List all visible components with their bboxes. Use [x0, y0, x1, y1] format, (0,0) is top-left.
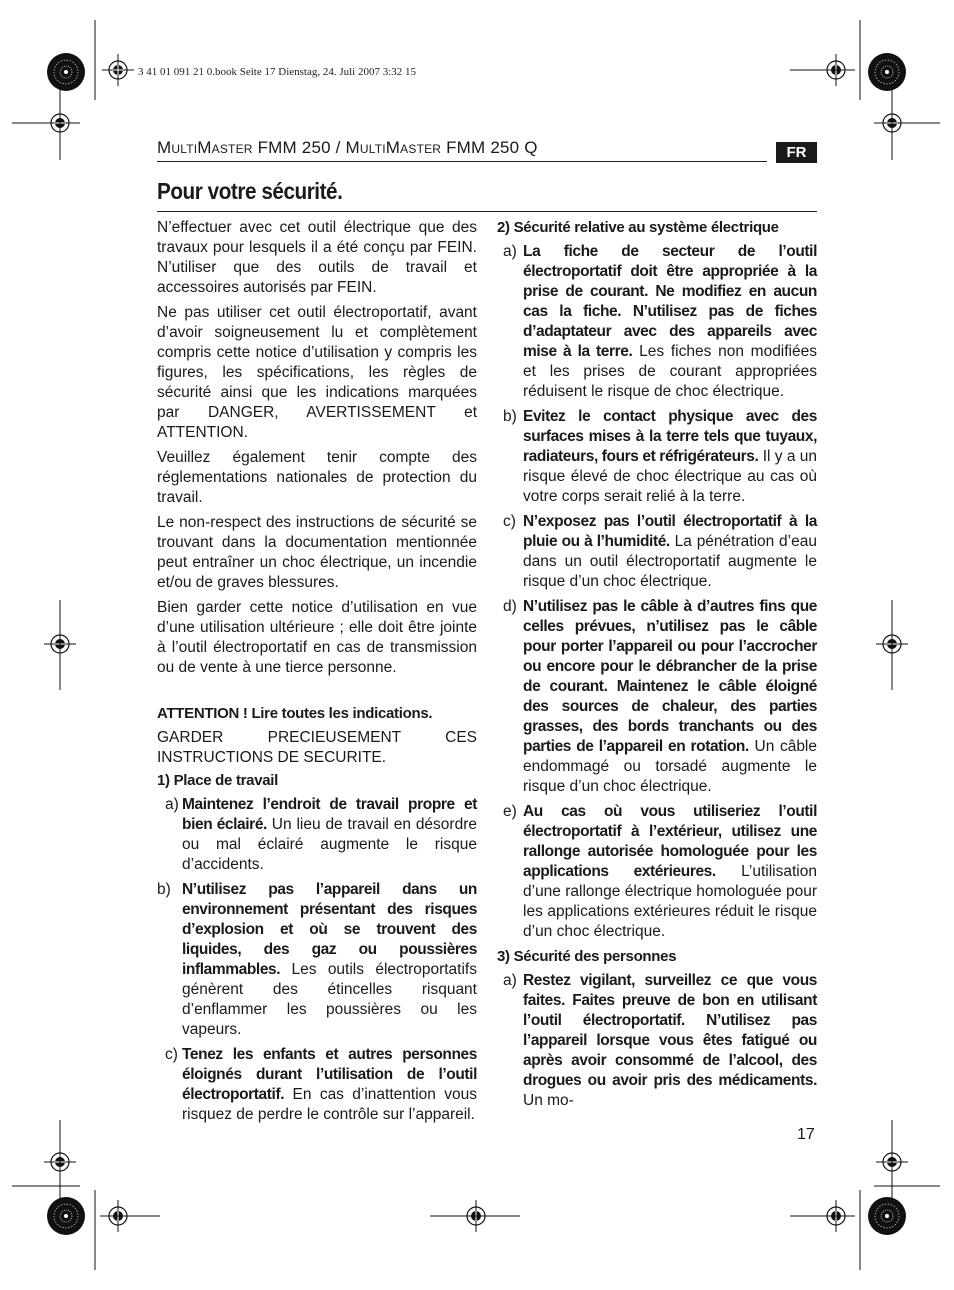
list-item: [497, 407, 817, 507]
list-item: [497, 512, 817, 592]
list-item: [157, 795, 477, 875]
item-label: a): [503, 972, 517, 989]
item-bold-text: N’utilisez pas l’appareil dans un environnement présentant des risques d’explosion et où se trouvent des liquides, des gaz ou poussières inflammables.: [182, 881, 477, 978]
item-label: c): [503, 513, 516, 530]
page-title: Pour votre sécurité.: [157, 178, 343, 204]
list-item: [497, 971, 817, 1111]
item-label: a): [165, 796, 179, 813]
right-column: [497, 218, 817, 1116]
item-label: b): [503, 408, 517, 425]
item-bold-text: N’utilisez pas le câble à d’autres fins que celles prévues, n’utilisez pas le câble pour porter l’appareil ou pour l’accrocher ou encore pour le débrancher de la prise de courant. Maintenez le câble éloigné des sources de chaleur, des parties grasses, des bords tranchants ou des parties de l’appareil en rotation.: [523, 598, 817, 755]
intro-paragraph: Bien garder cette notice d’utilisation en vue d’une utilisation ultérieure ; elle doit être jointe à l’outil électroportatif en cas de transmission ou de vente à une tierce personne.: [157, 599, 477, 676]
title-divider: [157, 211, 817, 212]
item-bold-text: Evitez le contact physique avec des surfaces mises à la terre tels que tuyaux, radiateurs, fours et réfrigérateurs.: [523, 408, 817, 465]
item-text: Un lieu de travail en désordre ou mal éclairé augmente le risque d’accidents.: [182, 816, 477, 873]
item-text: Les fiches non modifiées et les prises de courant appropriées réduisent le risque de choc électrique.: [523, 343, 817, 400]
keep-instructions: GARDER PRECIEUSEMENT CES INSTRUCTIONS DE SECURITE.: [157, 729, 477, 766]
item-text: Les outils électroportatifs génèrent des étincelles risquant d’enflammer les poussières ou les vapeurs.: [182, 961, 477, 1038]
item-text: Un câble endommagé ou torsadé augmente le risque d’un choc électrique.: [523, 738, 817, 795]
item-label: c): [165, 1046, 178, 1063]
item-text: La pénétration d’eau dans un outil électroportatif augmente le risque d’un choc électrique.: [523, 533, 817, 590]
book-meta-line: 3 41 01 091 21 0.book Seite 17 Dienstag, 24. Juli 2007 3:32 15: [138, 66, 417, 78]
intro-paragraph: Ne pas utiliser cet outil électroportatif, avant d’avoir soigneusement lu et complètement compris cette notice d’utilisation y compris les figures, les spécifications, les règles de sécurité ainsi que les indications marquées par DANGER, AVERTISSEMENT et ATTENTION.: [157, 304, 477, 441]
header-title: MultiMaster FMM 250 / MultiMaster FMM 250 Q: [157, 138, 538, 157]
section-heading-workplace: 1) Place de travail: [157, 772, 279, 789]
left-column: [157, 218, 477, 1130]
page-number: 17: [797, 1126, 815, 1143]
list-item: [157, 1045, 477, 1125]
attention-heading: ATTENTION ! Lire toutes les indications.: [157, 705, 433, 722]
section-heading-personal-safety: 3) Sécurité des personnes: [497, 948, 677, 965]
list-item: [497, 242, 817, 402]
item-text: Il y a un risque élevé de choc électrique au cas où votre corps serait relié à la terre.: [523, 448, 818, 505]
item-label: b): [157, 881, 171, 898]
item-text: En cas d’inattention vous risquez de perdre le contrôle sur l’appareil.: [182, 1086, 477, 1123]
item-text: L’utilisation d’une rallonge électrique homologuée pour les applications extérieures réduit le risque d’un choc électrique.: [523, 863, 817, 940]
intro-paragraph: Le non-respect des instructions de sécurité se trouvant dans la documentation mentionnée peut entraîner un choc électrique, un incendie et/ou de graves blessures.: [157, 514, 477, 591]
header-divider: [157, 161, 767, 162]
item-bold-text: La fiche de secteur de l’outil électroportatif doit être appropriée à la prise de courant. Ne modifiez en aucun cas la fiche. N’utilisez pas de fiches d’adaptateur avec des appareils avec mise à la terre.: [523, 243, 817, 360]
item-bold-text: N’exposez pas l’outil électroportatif à la pluie ou à l’humidité.: [523, 513, 817, 550]
list-item: [497, 597, 817, 797]
item-bold-text: Tenez les enfants et autres personnes éloignés durant l’utilisation de l’outil électroportatif.: [182, 1046, 477, 1103]
item-bold-text: Maintenez l’endroit de travail propre et bien éclairé.: [182, 796, 477, 833]
list-item: [157, 880, 477, 1040]
item-bold-text: Restez vigilant, surveillez ce que vous faites. Faites preuve de bon en utilisant l’outil électroportatif. N’utilisez pas l’appareil lorsque vous êtes fatigué ou après avoir consommé de l’alcool, des drogues ou avoir pris des médicaments.: [523, 972, 817, 1089]
item-label: d): [503, 598, 517, 615]
language-badge: FR: [776, 142, 817, 163]
intro-paragraph: N’effectuer avec cet outil électrique que des travaux pour lesquels il a été conçu par FEIN. N’utiliser que des outils de travail et accessoires autorisés par FEIN.: [157, 219, 477, 296]
item-label: a): [503, 243, 517, 260]
item-text: Un mo-: [523, 1092, 574, 1109]
item-bold-text: Au cas où vous utiliseriez l’outil électroportatif à l’extérieur, utilisez une rallonge autorisée homologuée pour les applications extérieures.: [523, 803, 817, 880]
section-heading-electrical: 2) Sécurité relative au système électrique: [497, 219, 779, 236]
intro-paragraph: Veuillez également tenir compte des réglementations nationales de protection du travail.: [157, 449, 477, 506]
list-item: [497, 802, 817, 942]
item-label: e): [503, 803, 517, 820]
